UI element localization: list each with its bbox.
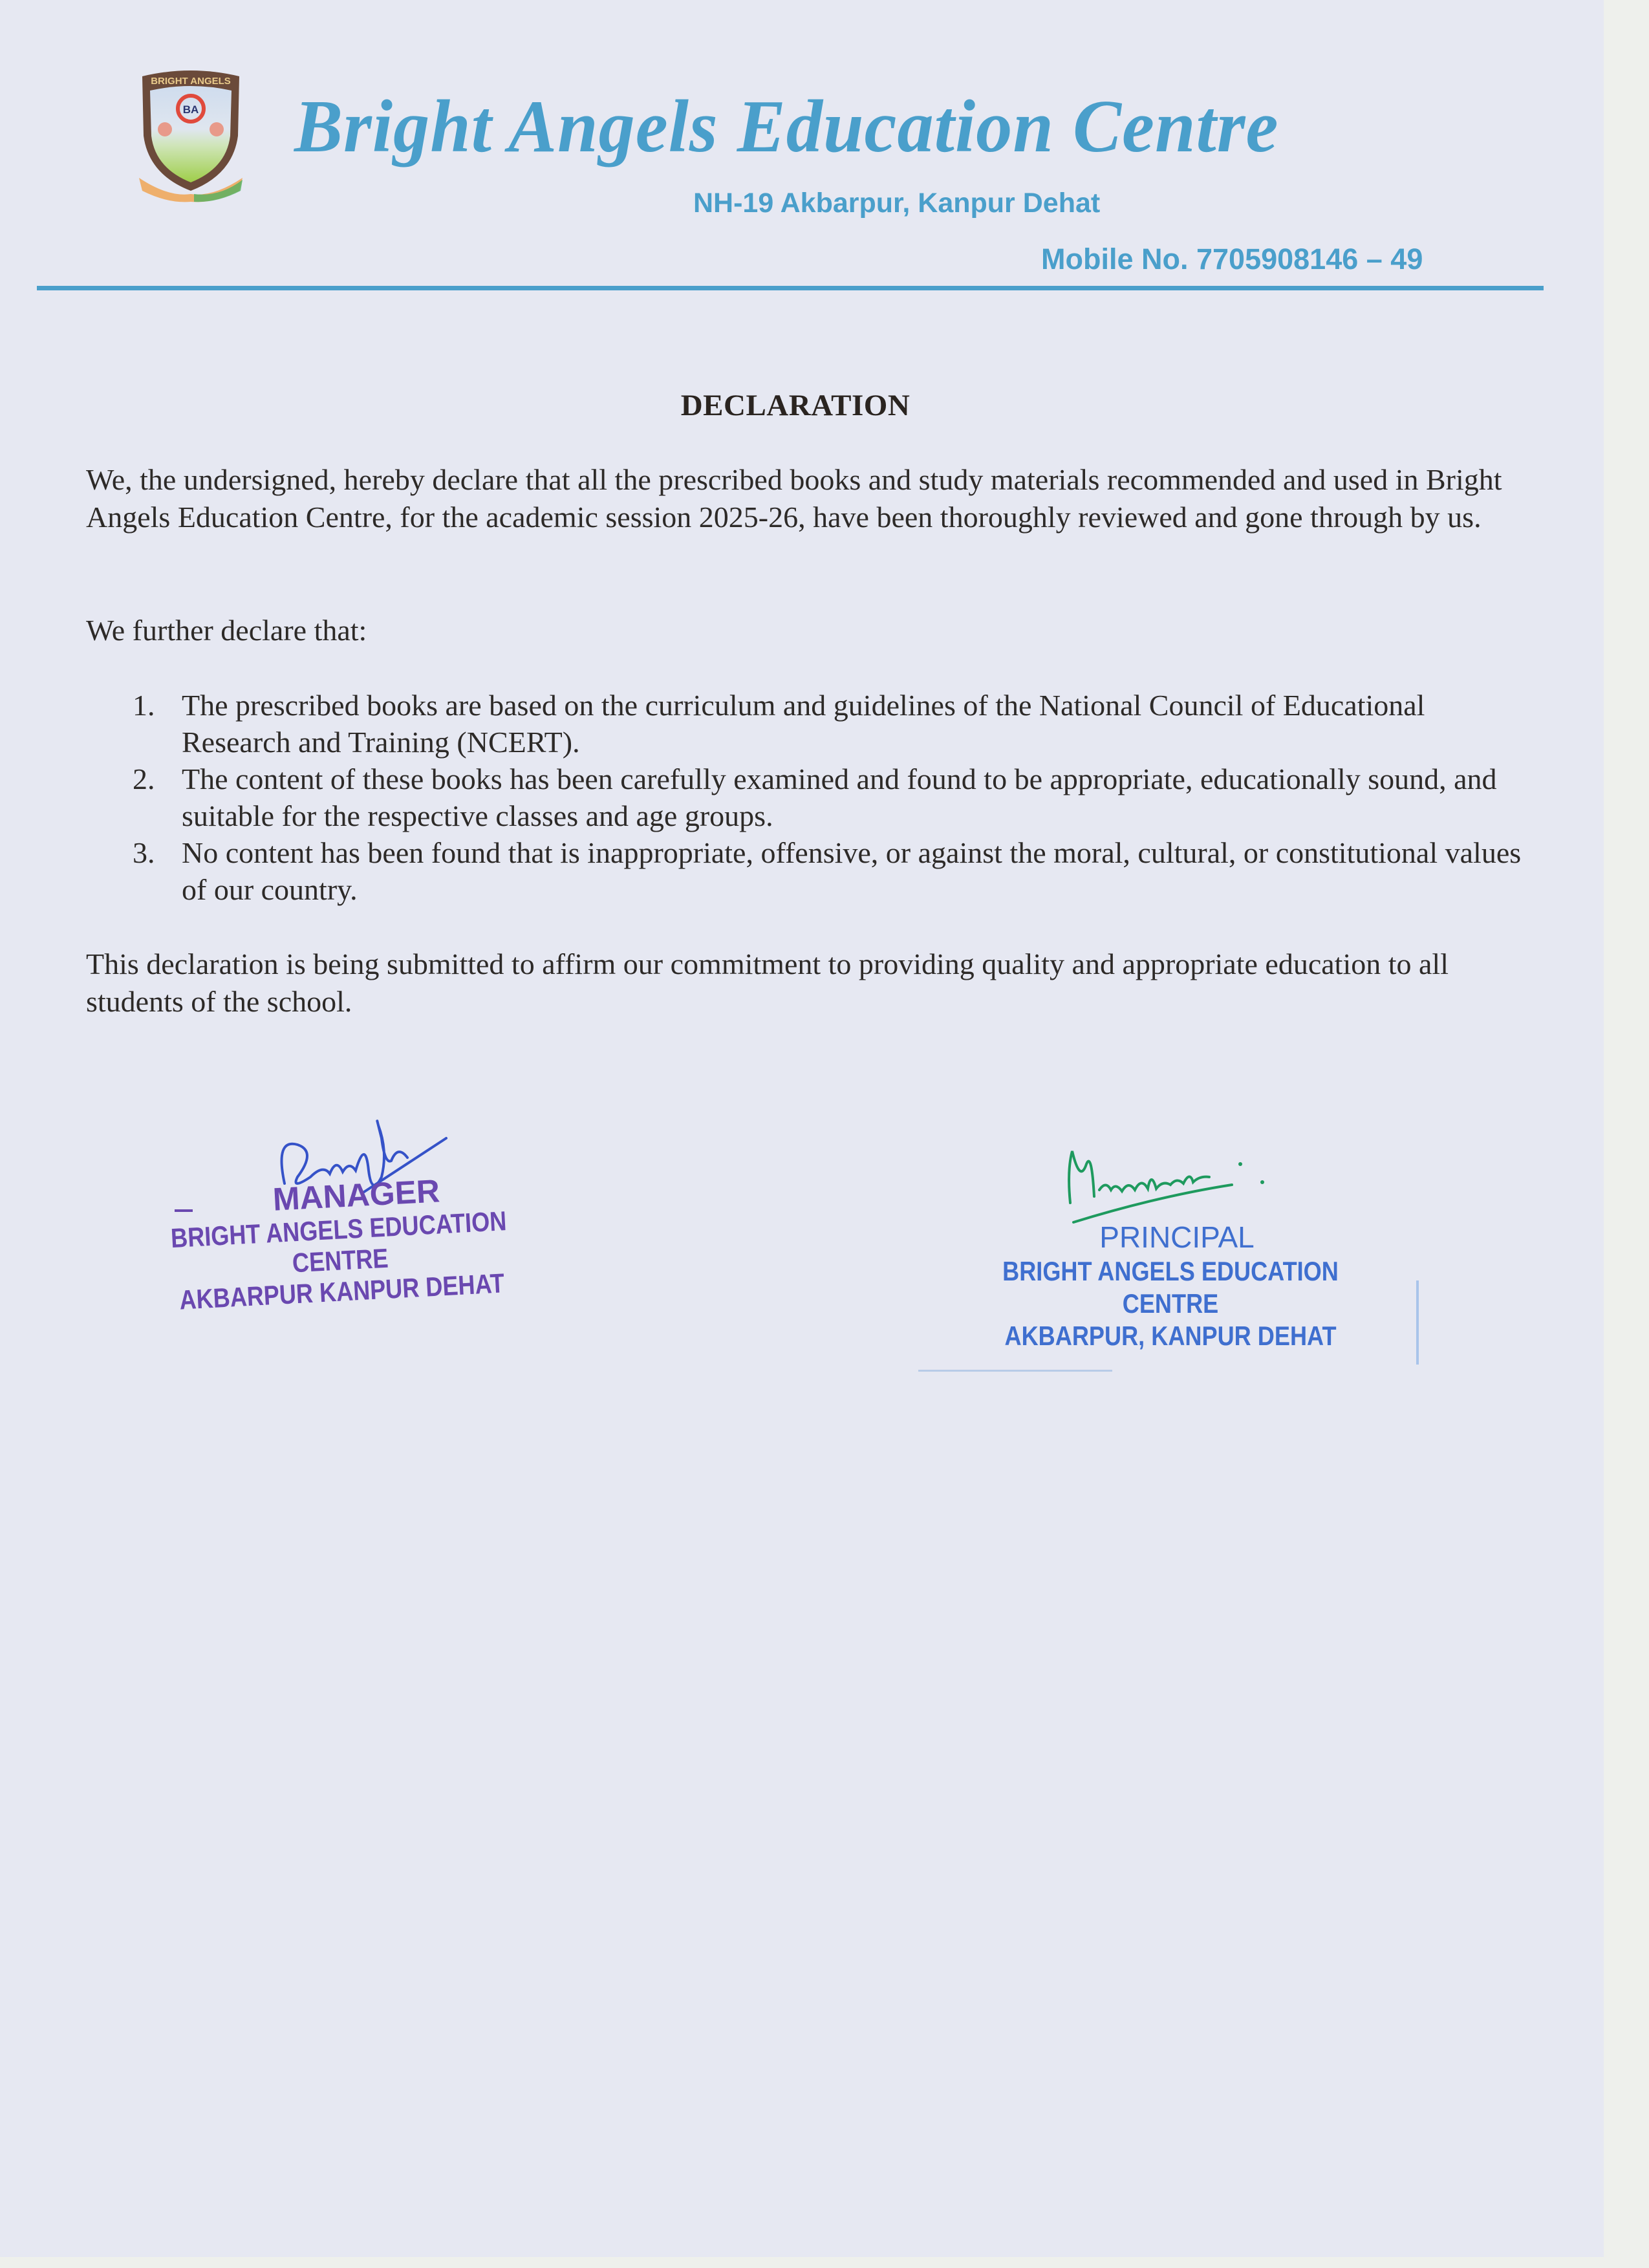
list-item-number: 1. <box>133 689 155 722</box>
document-title: DECLARATION <box>680 389 911 422</box>
lead-in-paragraph: We further declare that: <box>86 614 367 647</box>
list-item <box>133 834 1523 908</box>
scanner-bed-margin-bottom <box>0 2257 1649 2268</box>
declaration-points-list <box>133 687 1523 908</box>
school-crest-shield-icon <box>129 65 252 207</box>
list-item-number: 3. <box>133 836 155 869</box>
stamp-border <box>1416 1280 1419 1365</box>
list-item-text: No content has been found that is inappropriate, offensive, or against the moral, cultural, or constitutional values of our country. <box>182 836 1522 906</box>
svg-text:BA: BA <box>182 103 199 116</box>
principal-stamp-line-1: BRIGHT ANGELS EDUCATION CENTRE <box>1002 1256 1339 1319</box>
school-mobile-number: Mobile No. 7705908146 – 49 <box>1041 243 1423 275</box>
svg-text:BRIGHT ANGELS: BRIGHT ANGELS <box>151 76 231 87</box>
list-item <box>133 687 1523 761</box>
manager-stamp <box>110 1166 569 1319</box>
stamp-border <box>918 1370 1112 1372</box>
manager-stamp-line-1: BRIGHT ANGELS EDUCATION CENTRE <box>169 1205 508 1279</box>
closing-paragraph: This declaration is being submitted to affirm our commitment to providing quality and appropriate education to all students of the school. <box>86 947 1449 1018</box>
scanner-bed-margin <box>1604 0 1649 2268</box>
principal-stamp <box>918 1219 1423 1352</box>
school-name: Bright Angels Education Centre <box>294 85 1279 168</box>
principal-role: PRINCIPAL <box>1099 1220 1255 1254</box>
list-item-text: The content of these books has been carefully examined and found to be appropriate, educationally sound, and suitable for the respective classes and age groups. <box>182 762 1497 832</box>
list-item <box>133 761 1523 834</box>
manager-stamp-line-2: AKBARPUR KANPUR DEHAT <box>178 1268 506 1315</box>
principal-stamp-line-2: AKBARPUR, KANPUR DEHAT <box>1004 1321 1337 1351</box>
school-address: NH-19 Akbarpur, Kanpur Dehat <box>693 188 1101 219</box>
letterhead-divider <box>37 286 1544 290</box>
manager-role: MANAGER <box>272 1172 441 1218</box>
list-item-number: 2. <box>133 762 155 795</box>
list-item-text: The prescribed books are based on the curriculum and guidelines of the National Council of Educational Research and Training (NCERT). <box>182 689 1425 759</box>
intro-paragraph: We, the undersigned, hereby declare that all the prescribed books and study materials recommended and used in Bright Angels Education Centre, for the academic session 2025-26, have been thoroughly reviewed and gone through by us. <box>86 463 1502 534</box>
